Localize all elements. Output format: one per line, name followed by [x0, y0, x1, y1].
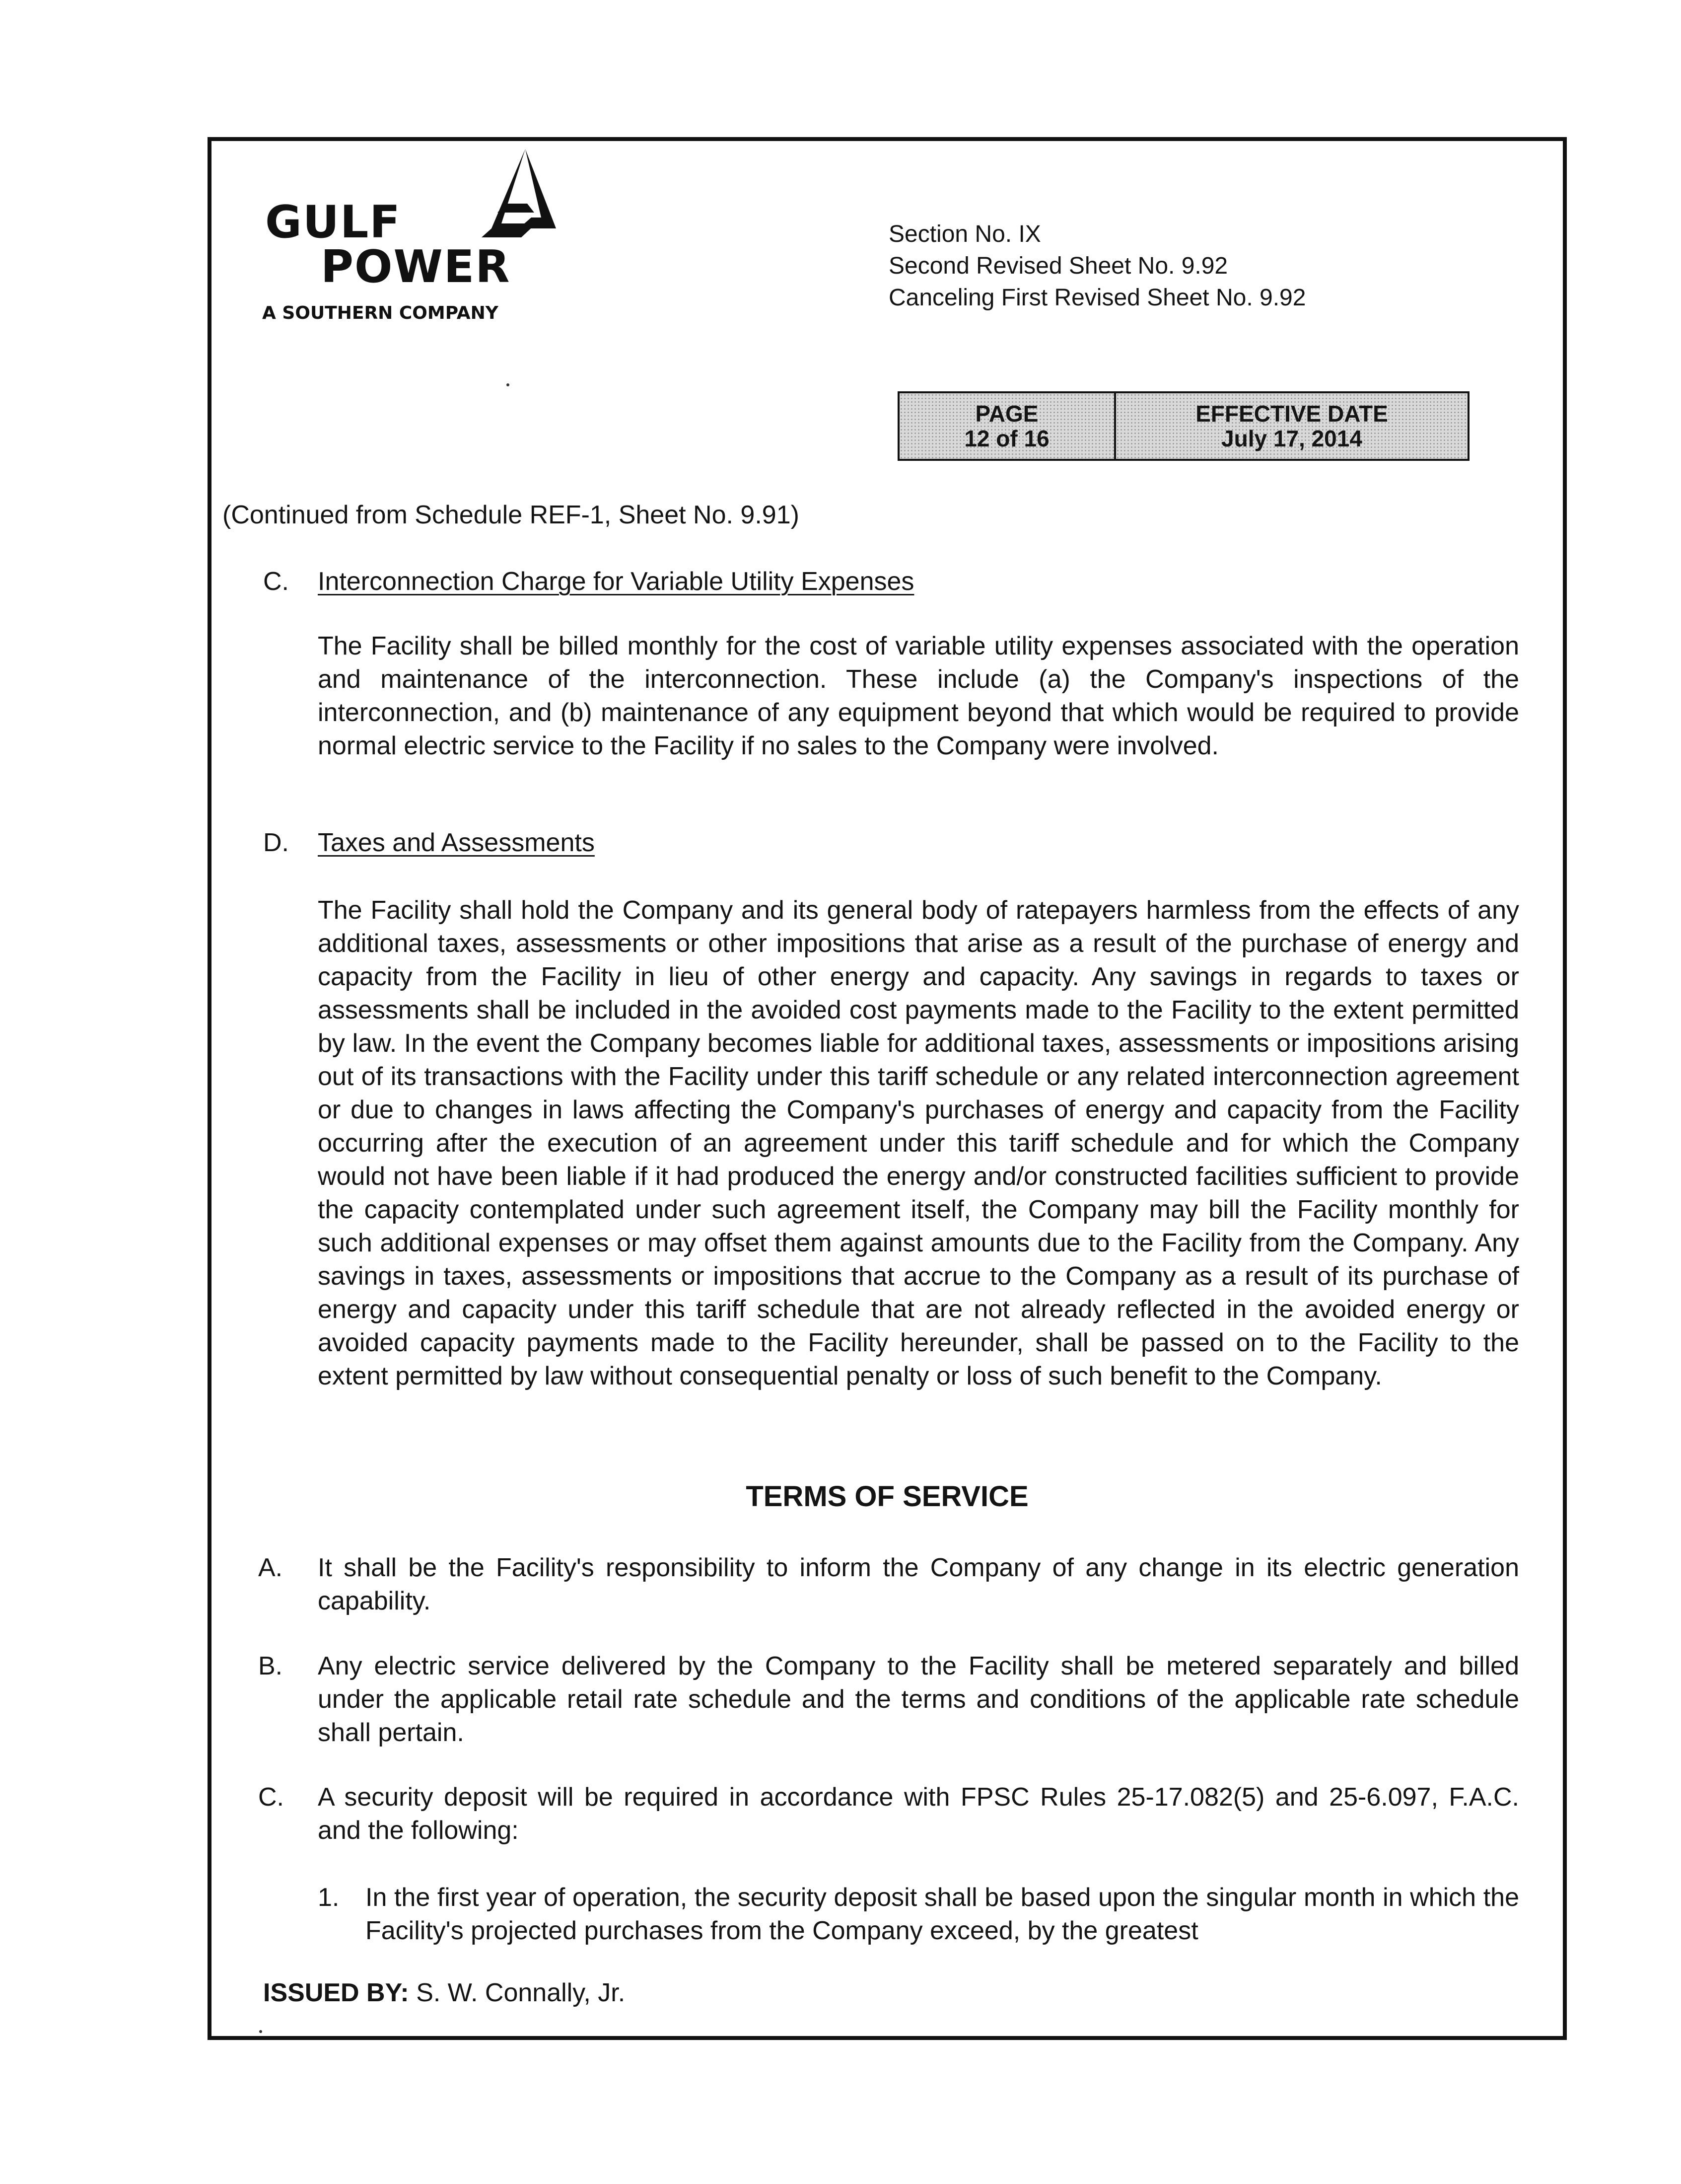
section-d-body: The Facility shall hold the Company and its general body of ratepayers harmless from the effects of any additional taxes, assessments or other impositions that arise as a result of the purchase of energy and capacity from the Facility in lieu of other energy and capacity. Any savings in regards to taxes or assessments shall be included in the avoided cost payments made to the Facility to the extent permitted by law. In the event the Company becomes liable for additional taxes, assessments or impositions arising out of its transactions with the Facility under this tariff schedule or any related interconnection agreement or due to changes in laws affecting the Company's purchases of energy and capacity from the Facility occurring after the execution of an agreement under this tariff schedule and for which the Company would not have been liable if it had produced the energy and/or constructed facilities sufficient to provide the capacity contemplated under such agreement itself, the Company may bill the Facility monthly for such additional expenses or may offset them against amounts due to the Facility from the Company. Any savings in taxes, assessments or impositions that accrue to the Company as a result of its purchase of energy and capacity under this tariff schedule that are not already reflected in the avoided energy or avoided capacity payments made to the Facility hereunder, shall be passed on to the Facility to the extent permitted by law without consequential penalty or loss of such benefit to the Company. [318, 896, 1519, 1390]
page-cell [900, 393, 1116, 459]
page-info-box [898, 391, 1470, 461]
section-c-title: Interconnection Charge for Variable Utility Expenses [318, 567, 914, 596]
terms-heading: TERMS OF SERVICE [746, 1480, 1029, 1513]
section-d-title: Taxes and Assessments [318, 828, 595, 857]
page-label: PAGE [975, 401, 1039, 427]
terms-item-letter: A. [258, 1553, 283, 1582]
section-c-body: The Facility shall be billed monthly for the cost of variable utility expenses associated with the operation and maintenance of the interconnection. These include (a) the Company's inspections of the interconnection, and (b) maintenance of any equipment beyond that which would be required to provide normal electric service to the Facility if no sales to the Company were involved. [318, 632, 1519, 760]
terms-item-text: Any electric service delivered by the Company to the Facility shall be metered separately and billed under the applicable retail rate schedule and the terms and conditions of the applicable rate schedule shall pertain. [318, 1652, 1519, 1747]
terms-item-letter: B. [258, 1652, 283, 1680]
sheet-info [889, 218, 1306, 314]
scan-speck [506, 383, 509, 386]
logo-text-power: POWER [321, 241, 511, 293]
company-logo [262, 149, 570, 338]
triangle-logo-icon [472, 149, 556, 238]
logo-subtitle-prefix: A [262, 303, 276, 323]
canceling-sheet: Canceling First Revised Sheet No. 9.92 [889, 285, 1306, 311]
terms-item-letter: C. [258, 1783, 284, 1812]
logo-subtitle-name: SOUTHERN COMPANY [282, 303, 498, 323]
page-value: 12 of 16 [964, 426, 1050, 451]
terms-item-text: It shall be the Facility's responsibility to inform the Company of any change in its electric generation capability. [318, 1553, 1519, 1615]
logo-subtitle [262, 303, 498, 323]
issued-by-name: S. W. Connally, Jr. [416, 1978, 626, 2007]
issued-by-label: ISSUED BY: [263, 1978, 409, 2007]
effective-date-cell [1116, 393, 1468, 459]
revised-sheet: Second Revised Sheet No. 9.92 [889, 253, 1228, 279]
terms-item-text: A security deposit will be required in accordance with FPSC Rules 25-17.082(5) and 25-6.097, F.A.C. and the following: [318, 1783, 1519, 1845]
continued-note: (Continued from Schedule REF-1, Sheet No. 9.91) [222, 501, 799, 529]
section-d-letter: D. [263, 828, 289, 857]
logo-text-gulf: GULF [265, 196, 401, 248]
sub-item-text: In the first year of operation, the security deposit shall be based upon the singular month in which the Facility's projected purchases from the Company exceed, by the greatest [365, 1883, 1519, 1945]
section-number: Section No. IX [889, 221, 1041, 247]
section-c-letter: C. [263, 567, 289, 596]
effective-date-value: July 17, 2014 [1221, 426, 1362, 451]
issued-by [263, 1976, 625, 2009]
sub-item-number: 1. [318, 1883, 340, 1912]
scan-speck [259, 2030, 262, 2033]
effective-date-label: EFFECTIVE DATE [1195, 401, 1388, 427]
